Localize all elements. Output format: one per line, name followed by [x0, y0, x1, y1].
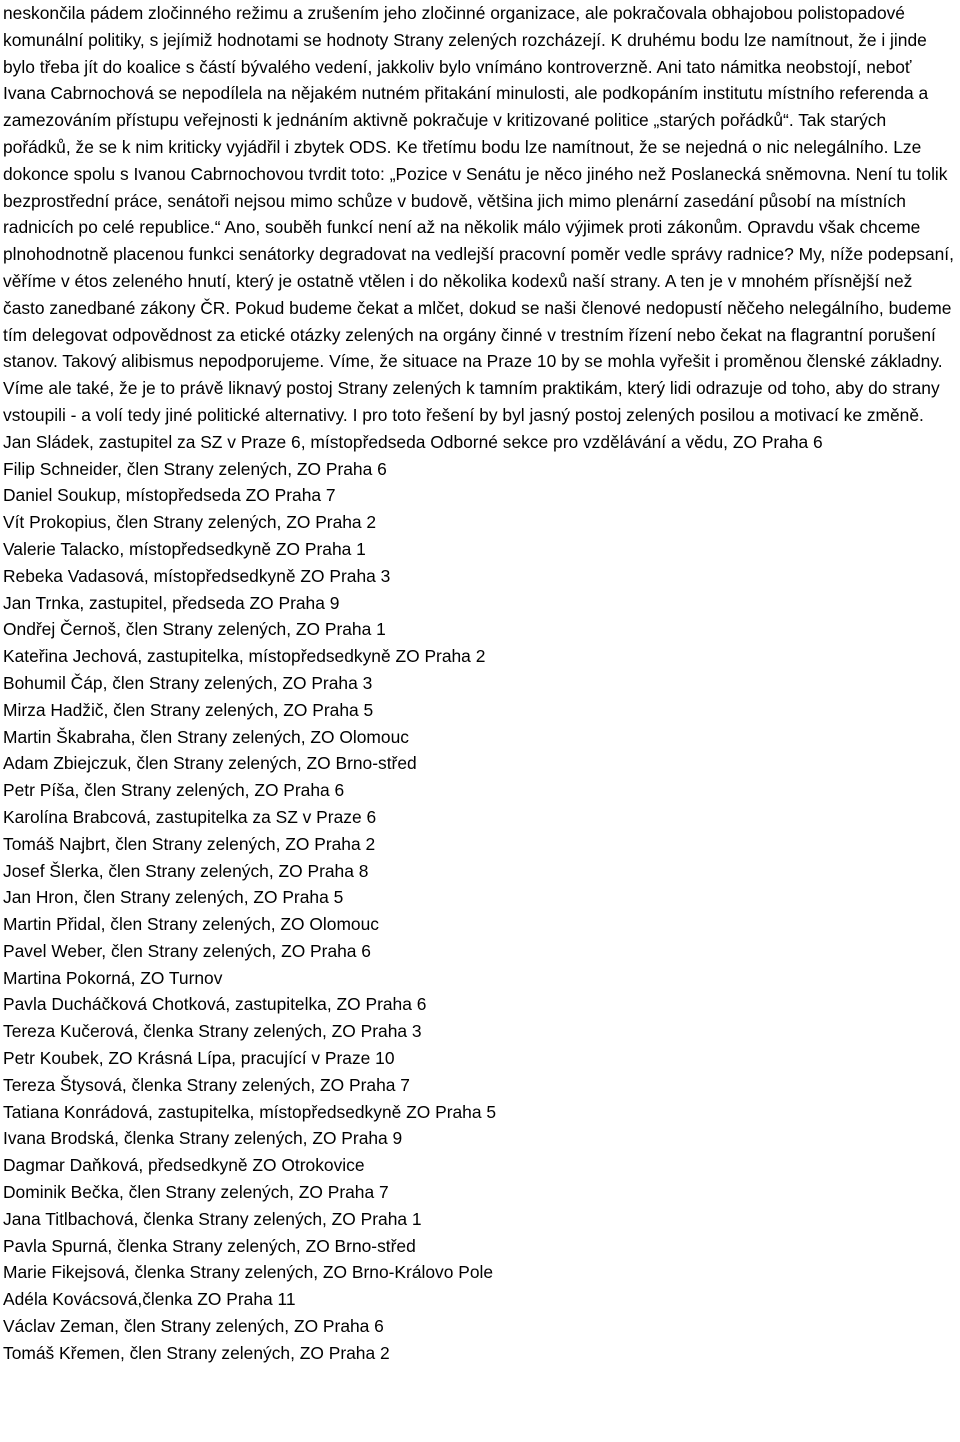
signatory-item: Jana Titlbachová, členka Strany zelených, ZO Praha 1	[3, 1208, 422, 1229]
signatory-item: Rebeka Vadasová, místopředsedkyně ZO Praha 3	[3, 565, 391, 586]
signatory-item: Vít Prokopius, člen Strany zelených, ZO Praha 2	[3, 512, 377, 533]
signatory-item: Petr Píša, člen Strany zelených, ZO Praha 6	[3, 780, 345, 801]
signatory-item: Dagmar Daňková, předsedkyně ZO Otrokovice	[3, 1155, 365, 1176]
signatory-item: Václav Zeman, člen Strany zelených, ZO Praha 6	[3, 1316, 384, 1337]
signatory-item: Jan Hron, člen Strany zelených, ZO Praha 5	[3, 887, 344, 908]
signatory-item: Dominik Bečka, člen Strany zelených, ZO Praha 7	[3, 1182, 389, 1203]
signatory-item: Tereza Štysová, členka Strany zelených, ZO Praha 7	[3, 1074, 410, 1095]
document-page	[3, 0, 958, 1367]
signatory-item: Bohumil Čáp, člen Strany zelených, ZO Praha 3	[3, 672, 373, 693]
signatory-item: Pavla Ducháčková Chotková, zastupitelka, ZO Praha 6	[3, 994, 427, 1015]
signatory-item: Tomáš Křemen, člen Strany zelených, ZO Praha 2	[3, 1342, 390, 1363]
signatory-item: Jan Trnka, zastupitel, předseda ZO Praha 9	[3, 592, 340, 613]
body-paragraph: neskončila pádem zločinného režimu a zrušením jeho zločinné organizace, ale pokračovala obhajobou polistopadové komunální politiky, s jejímiž hodnotami se hodnoty Strany zelených rozcházejí. K druhému bodu lze namítnout, že i jinde bylo třeba jít do koalice s částí bývalého vedení, jakkoliv bylo vnímáno kontroverzně. Ani tato námitka neobstojí, neboť Ivana Cabrnochová se nepodílela na nějakém nutném přitakání minulosti, ale podkopáním institutu místního referenda a zamezováním přístupu veřejnosti k jednáním aktivně pokračuje v kritizované politice „starých pořádků“. Tak starých pořádků, že se k nim kriticky vyjádřil i zbytek ODS. Ke třetímu bodu lze namítnout, že se nejedná o nic nelegálního. Lze dokonce spolu s Ivanou Cabrnochovou tvrdit toto: „Pozice v Senátu je něco jiného než Poslanecká sněmovna. Není tu tolik bezprostřední práce, senátoři nejsou mimo schůze v budově, většina jich mimo plenární zasedání působí na místních radnicích po celé republice.“ Ano, souběh funkcí není až na několik málo výjimek proti zákonům. Opravdu však chceme plnohodnotně placenou funkci senátorky degradovat na vedlejší pracovní poměr vedle správy radnice? My, níže podepsaní, věříme v étos zeleného hnutí, který je ostatně vtělen i do několika kodexů naší strany. A ten je v mnohém přísnější než často zanedbané zákony ČR. Pokud budeme čekat a mlčet, dokud se naši členové nedopustí něčeho nelegálního, budeme tím delegovat odpovědnost za etické otázky zelených na orgány činné v trestním řízení nebo čekat na flagrantní porušení stanov. Takový alibismus nepodporujeme. Víme, že situace na Praze 10 by se mohla vyřešit i proměnou členské základny. Víme ale také, že je to právě liknavý postoj Strany zelených k tamním praktikám, který lidi odrazuje od toho, aby do strany vstoupili - a volí tedy jiné politické alternativy. I pro toto řešení by byl jasný postoj zelených posilou a motivací ke změně.	[3, 3, 954, 425]
signatory-item: Jan Sládek, zastupitel za SZ v Praze 6, místopředseda Odborné sekce pro vzdělávání a vědu, ZO Praha 6	[3, 431, 823, 452]
signatory-item: Josef Šlerka, člen Strany zelených, ZO Praha 8	[3, 860, 369, 881]
signatory-list	[3, 429, 958, 1367]
signatory-item: Adéla Kovácsová,členka ZO Praha 11	[3, 1289, 296, 1310]
signatory-item: Tomáš Najbrt, člen Strany zelených, ZO Praha 2	[3, 833, 376, 854]
signatory-item: Martina Pokorná, ZO Turnov	[3, 967, 223, 988]
signatory-item: Valerie Talacko, místopředsedkyně ZO Praha 1	[3, 538, 366, 559]
signatory-item: Karolína Brabcová, zastupitelka za SZ v Praze 6	[3, 806, 377, 827]
signatory-item: Daniel Soukup, místopředseda ZO Praha 7	[3, 485, 336, 506]
signatory-item: Kateřina Jechová, zastupitelka, místopředsedkyně ZO Praha 2	[3, 646, 486, 667]
signatory-item: Petr Koubek, ZO Krásná Lípa, pracující v Praze 10	[3, 1048, 395, 1069]
signatory-item: Marie Fikejsová, členka Strany zelených, ZO Brno-Královo Pole	[3, 1262, 494, 1283]
signatory-item: Martin Škabraha, člen Strany zelených, ZO Olomouc	[3, 726, 409, 747]
signatory-item: Tatiana Konrádová, zastupitelka, místopředsedkyně ZO Praha 5	[3, 1101, 497, 1122]
signatory-item: Filip Schneider, člen Strany zelených, ZO Praha 6	[3, 458, 387, 479]
signatory-item: Pavla Spurná, členka Strany zelených, ZO Brno-střed	[3, 1235, 416, 1256]
signatory-item: Pavel Weber, člen Strany zelených, ZO Praha 6	[3, 940, 371, 961]
signatory-item: Adam Zbiejczuk, člen Strany zelených, ZO Brno-střed	[3, 753, 417, 774]
signatory-item: Martin Přidal, člen Strany zelených, ZO Olomouc	[3, 914, 379, 935]
signatory-item: Tereza Kučerová, členka Strany zelených, ZO Praha 3	[3, 1021, 422, 1042]
signatory-item: Ivana Brodská, členka Strany zelených, ZO Praha 9	[3, 1128, 403, 1149]
signatory-item: Ondřej Černoš, člen Strany zelených, ZO Praha 1	[3, 619, 386, 640]
signatory-item: Mirza Hadžič, člen Strany zelených, ZO Praha 5	[3, 699, 374, 720]
